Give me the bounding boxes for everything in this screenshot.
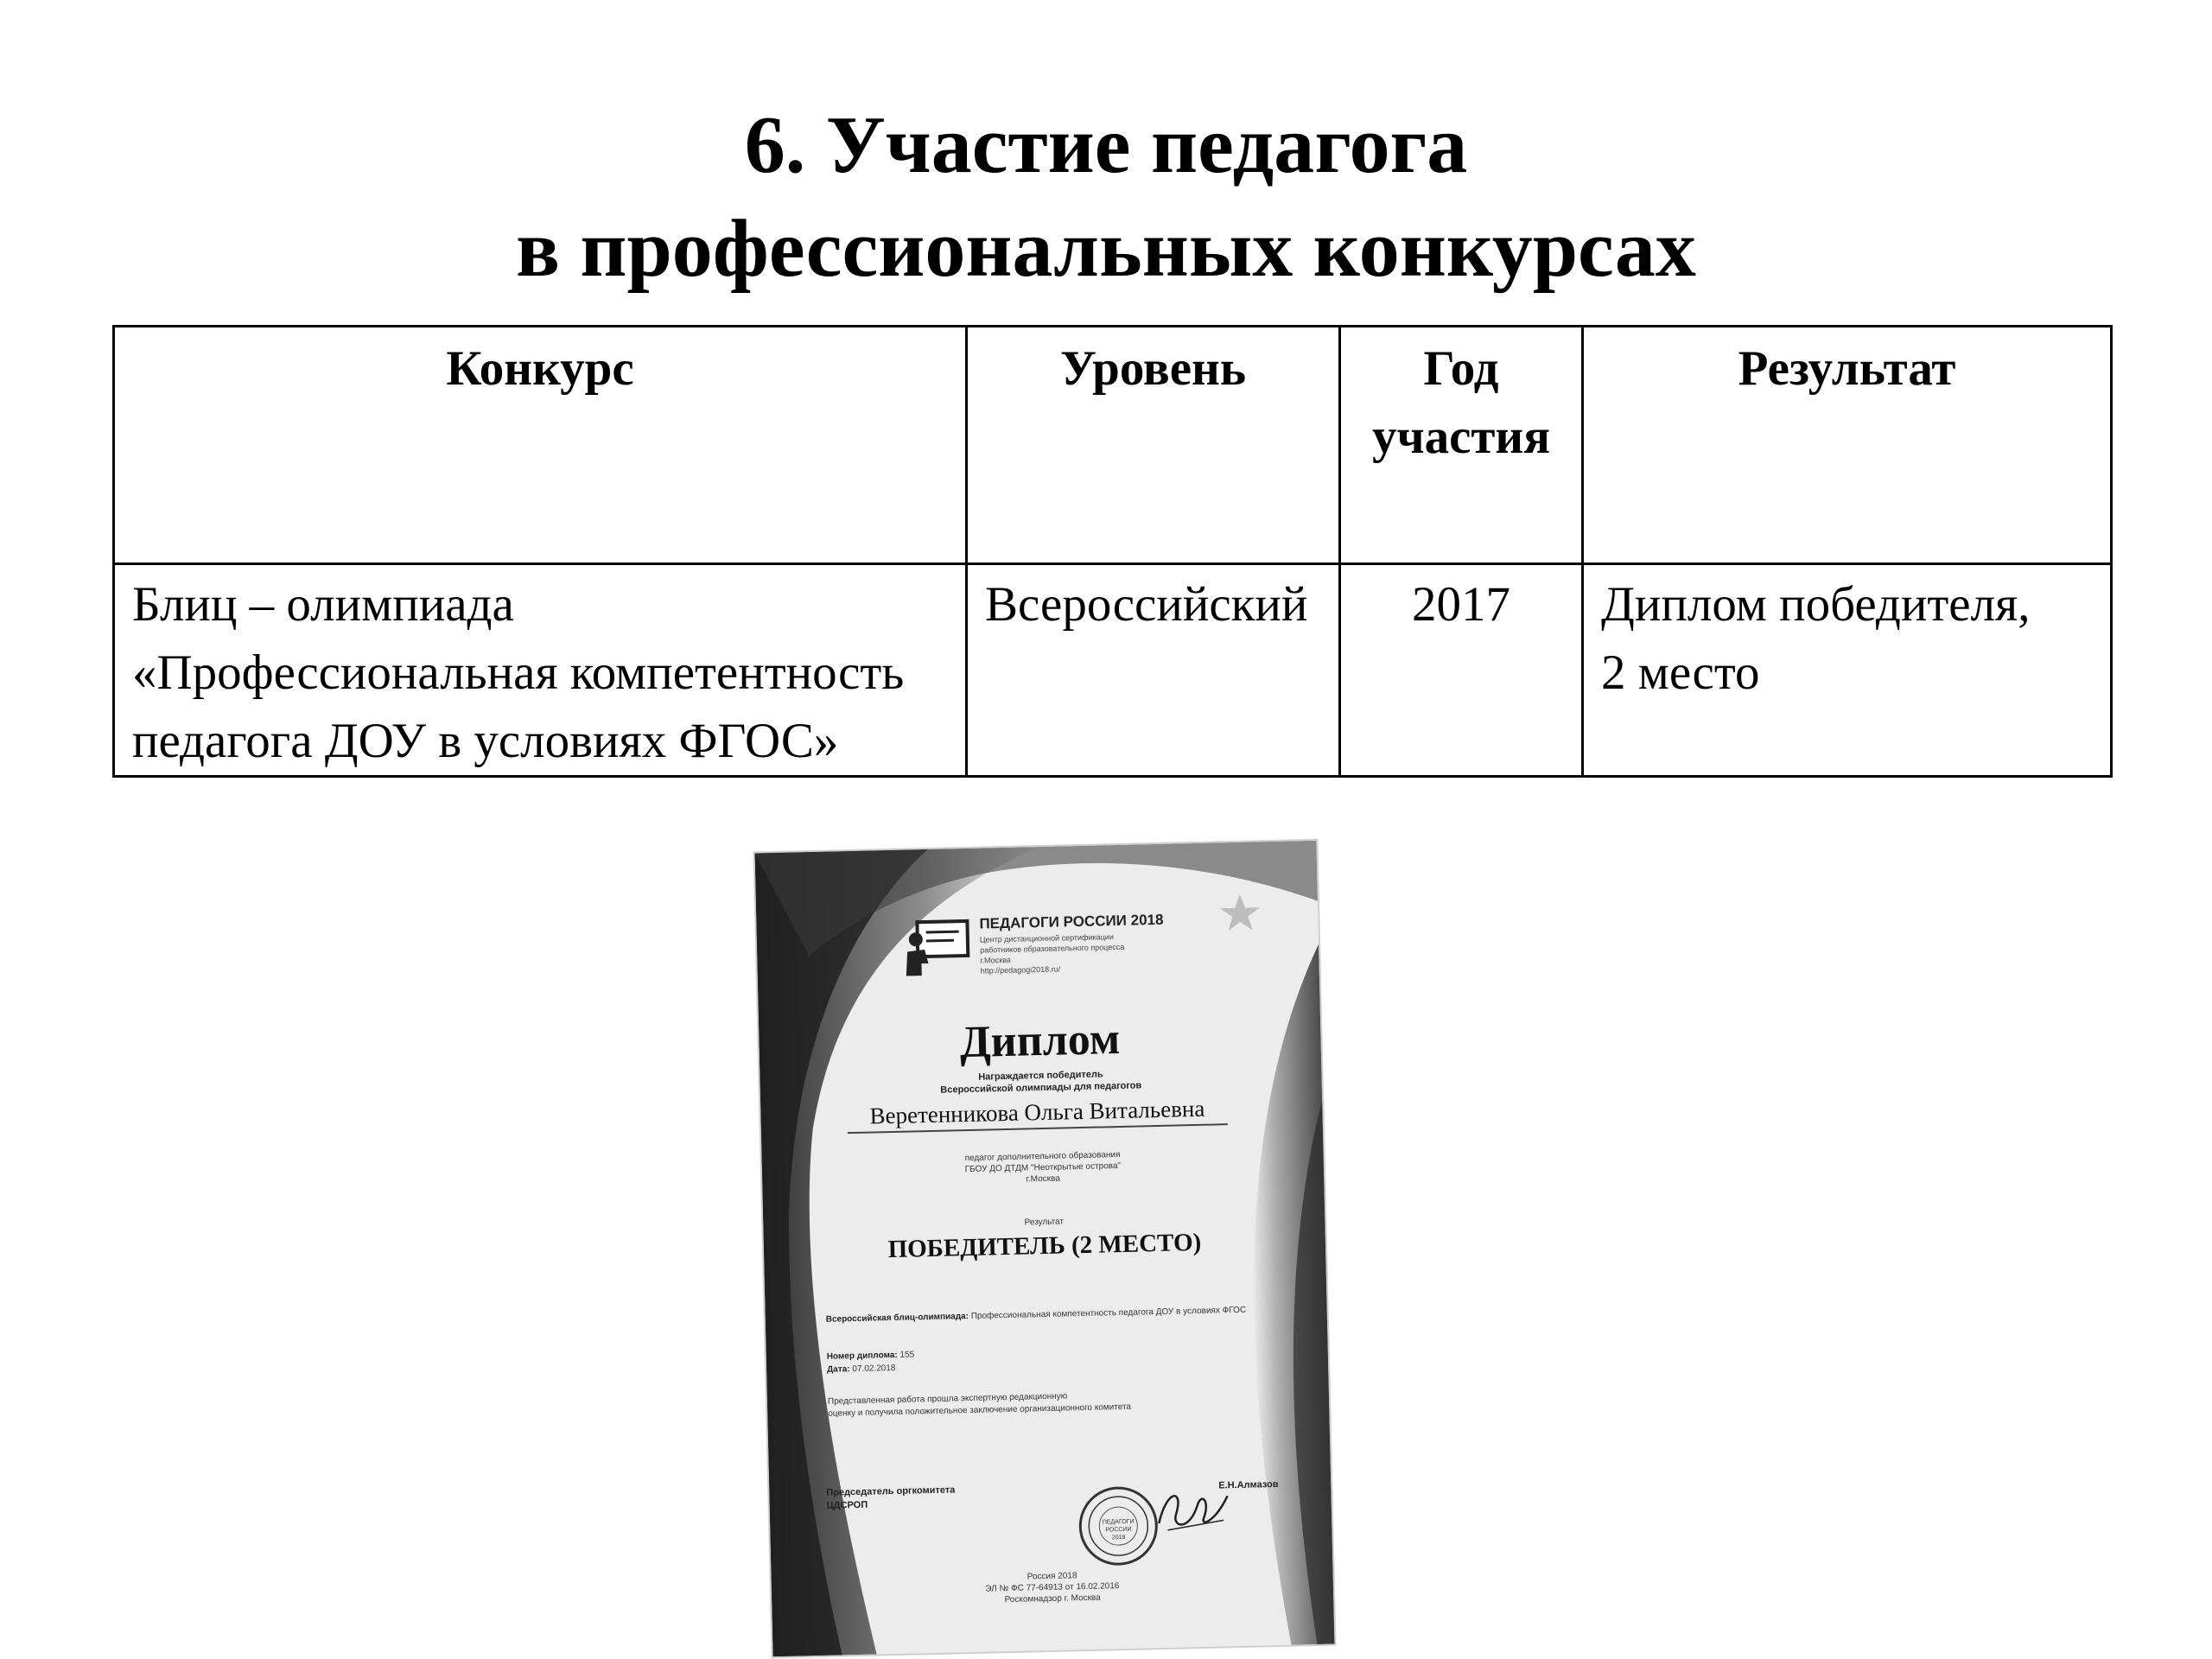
svg-text:РОССИИ: РОССИИ — [1105, 1526, 1132, 1534]
contest-line-3: педагога ДОУ в условиях ФГОС» — [132, 714, 839, 768]
olympiad-value: Профессиональная компетентность педагога ДОУ в условиях ФГОС — [970, 1305, 1247, 1321]
olympiad-label: Всероссийская блиц-олимпиада: — [825, 1312, 969, 1325]
diploma-brand-sub — [980, 930, 1179, 976]
cell-result — [1583, 564, 2112, 777]
header-year-line-2: участия — [1371, 410, 1551, 464]
header-year — [1340, 327, 1583, 564]
result-line-2: 2 место — [1601, 645, 1760, 700]
seal-stamp — [1076, 1484, 1160, 1568]
date-label: Дата: — [826, 1364, 850, 1375]
diploma-signer: Е.Н.Алмазов — [1218, 1478, 1279, 1491]
footer-line-3: Роскомнадзор г. Москва — [1004, 1592, 1101, 1605]
diploma-chair — [826, 1484, 956, 1512]
note-line-1: Представленная работа прошла экспертную редакционную — [827, 1391, 1068, 1407]
diploma-recipient: Веретенникова Ольга Витальевна — [847, 1095, 1228, 1134]
diploma-heading: Диплом — [959, 1014, 1121, 1068]
brand-sub-line-4: http://pedagogi2018.ru/ — [980, 964, 1061, 976]
contest-line-2: «Профессиональная компетентность — [132, 645, 905, 700]
date-value: 07.02.2018 — [852, 1363, 896, 1375]
cell-contest — [114, 564, 967, 777]
position-line-1: педагог дополнительного образования — [964, 1149, 1121, 1164]
award-line-1: Награждается победитель — [978, 1069, 1103, 1083]
contests-table — [112, 325, 2113, 778]
header-level: Уровень — [967, 327, 1340, 564]
slide-title — [0, 93, 2212, 301]
diploma-result: ПОБЕДИТЕЛЬ (2 МЕСТО) — [887, 1228, 1202, 1264]
position-line-3: г.Москва — [1026, 1173, 1060, 1185]
chair-line-1: Председатель оргкомитета — [826, 1484, 956, 1498]
teacher-board-icon — [901, 918, 972, 980]
brand-sub-line-2: работников образовательного процесса — [980, 942, 1125, 955]
cell-year: 2017 — [1340, 564, 1583, 777]
svg-text:ПЕДАГОГИ: ПЕДАГОГИ — [1102, 1518, 1135, 1526]
header-contest: Конкурс — [114, 327, 967, 564]
diploma-result-label: Результат — [1024, 1217, 1065, 1228]
note-line-2: оценку и получила положительное заключение организационного комитета — [828, 1402, 1132, 1419]
brand-sub-line-1: Центр дистанционной сертификации — [979, 932, 1114, 944]
contest-line-1: Блиц – олимпиада — [132, 577, 514, 632]
title-line-1: 6. Участие педагога — [744, 100, 1468, 190]
title-line-2: в профессиональных конкурсах — [516, 204, 1696, 294]
number-value: 155 — [899, 1350, 915, 1360]
number-label: Номер диплома: — [826, 1350, 898, 1362]
diploma-image — [755, 841, 1335, 1657]
footer-line-2: ЭЛ № ФС 77-64913 от 16.02.2016 — [985, 1581, 1120, 1594]
cell-level: Всероссийский — [967, 564, 1340, 777]
table-header-row — [114, 327, 2112, 564]
award-line-2: Всероссийской олимпиады для педагогов — [940, 1080, 1142, 1096]
chair-line-2: ЦДСРОП — [826, 1499, 868, 1511]
svg-text:2018: 2018 — [1111, 1534, 1126, 1541]
footer-line-1: Россия 2018 — [1027, 1571, 1077, 1582]
result-line-1: Диплом победителя, — [1601, 577, 2031, 632]
diploma-brand: ПЕДАГОГИ РОССИИ 2018 — [979, 911, 1164, 932]
header-year-line-1: Год — [1423, 341, 1499, 396]
table-row — [114, 564, 2112, 777]
position-line-2: ГБОУ ДО ДТДМ "Неоткрытые острова" — [964, 1160, 1122, 1175]
brand-sub-line-3: г.Москва — [980, 955, 1011, 965]
header-result: Результат — [1583, 327, 2112, 564]
